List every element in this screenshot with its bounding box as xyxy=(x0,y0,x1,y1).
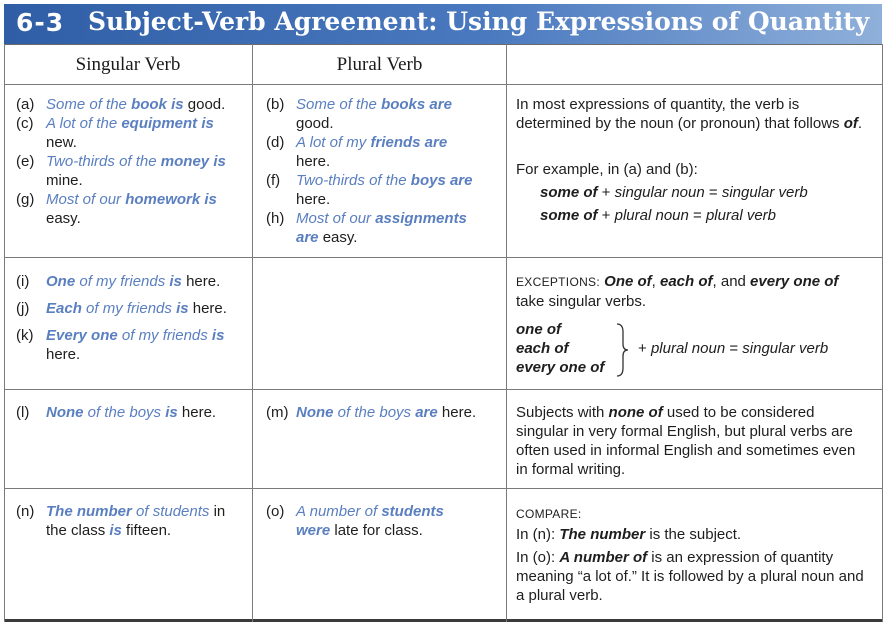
note-general-rule: In most expressions of quantity, the verb is determined by the noun (or pronoun) that follows of. xyxy=(516,96,863,132)
formula-plural: some of + plural noun = plural verb xyxy=(540,207,777,224)
row-divider-2 xyxy=(4,389,882,390)
right-brace-icon xyxy=(614,322,630,378)
chart-number: 6-3 xyxy=(16,8,65,37)
title-bar xyxy=(4,4,882,44)
column-header-singular: Singular Verb xyxy=(75,54,181,75)
note-compare-label: COMPARE: xyxy=(516,507,582,521)
column-divider-1 xyxy=(252,44,253,622)
table-border-right xyxy=(882,44,883,622)
note-example-intro: For example, in (a) and (b): xyxy=(516,161,698,178)
row-divider-3 xyxy=(4,488,882,489)
row-divider-1 xyxy=(4,257,882,258)
chart-title: Subject-Verb Agreement: Using Expressions of Quantity xyxy=(88,7,870,36)
formula-singular: some of + singular noun = singular verb xyxy=(540,184,808,201)
exception-rule: + plural noun = singular verb xyxy=(638,340,829,357)
note-none-of: Subjects with none of used to be considered singular in very formal English, but plural verbs are often used in informal English and sometimes even in formal writing. xyxy=(516,404,856,478)
header-divider xyxy=(4,84,882,85)
column-header-plural: Plural Verb xyxy=(336,54,423,75)
column-divider-2 xyxy=(506,44,507,622)
exception-list: one of each of every one of xyxy=(516,321,605,376)
note-exceptions: EXCEPTIONS: One of, each of, and every one of take singular verbs. xyxy=(516,273,839,310)
note-compare-n: In (n): The number is the subject. xyxy=(516,526,742,543)
note-compare-o: In (o): A number of is an expression of quantity meaning “a lot of.” It is followed by a plural noun and a plural verb. xyxy=(516,549,864,604)
table-border-left xyxy=(4,44,5,622)
